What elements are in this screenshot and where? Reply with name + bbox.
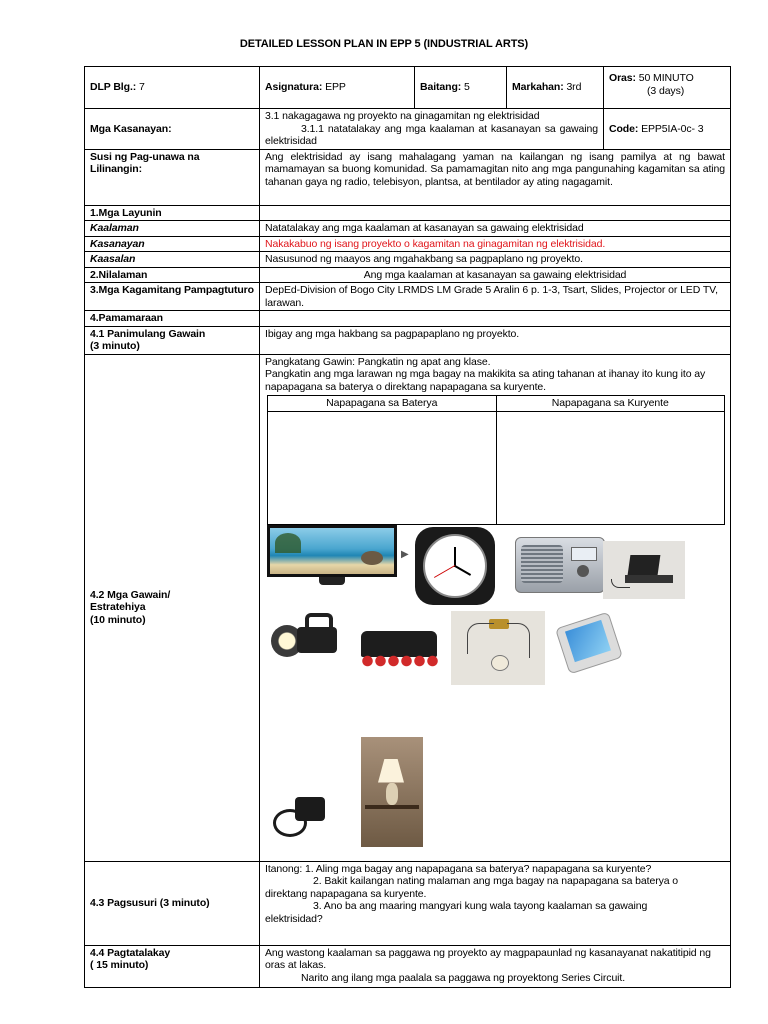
lesson-plan-table [84, 66, 731, 988]
kasanayan-obj-row [85, 236, 731, 252]
gawain-content [260, 354, 731, 861]
gawain-duration: (10 minuto) [90, 613, 146, 626]
dlp-value: 7 [136, 81, 145, 94]
electric-column-header: Napapagana sa Kuryente [496, 396, 725, 412]
susi-label: Susi ng Pag-unawa na Lilinangin: [85, 149, 260, 205]
gawain-row [85, 354, 731, 861]
kaalaman-label: Kaalaman [85, 221, 260, 237]
pagtatalakay-text [260, 945, 731, 987]
kaasalan-label: Kaasalan [85, 252, 260, 268]
kaalaman-row [85, 221, 731, 237]
panimulang-duration: (3 minuto) [90, 340, 140, 352]
appliance-pictures [265, 525, 725, 860]
document-title: DETAILED LESSON PLAN IN EPP 5 (INDUSTRIAL ARTS) [239, 38, 529, 50]
asignatura-cell [260, 67, 415, 109]
kasanayan-line2: 3.1.1 natatalakay ang mga kaalaman at kasanayan sa gawaing elektrisidad [265, 122, 598, 147]
oras-value: 50 MINUTO [635, 72, 694, 84]
electric-column-cell[interactable] [496, 411, 725, 524]
pagtatalakay-line1: Ang wastong kaalaman sa paggawa ng proyekto ay magpapaunlad ng kasanayanat nakatitipid ng oras at lakas. [265, 946, 711, 971]
pagsusuri-q3a: 3. Ano ba ang maaring mangyari kung wala tayong kaalaman sa gawaing [313, 900, 648, 912]
panimulang-label [85, 326, 260, 354]
kaasalan-row [85, 252, 731, 268]
pagsusuri-q2b: direktang napapagana sa kuryente. [265, 887, 427, 900]
baitang-label: Baitang: [420, 81, 462, 94]
panimulang-text: Ibigay ang mga hakbang sa pagpapaplano ng proyekto. [260, 326, 731, 354]
led-tv-image [267, 525, 397, 587]
susi-text: Ang elektrisidad ay isang mahalagang yaman na kailangan ng isang pamilya at ng bawat mamamayan sa buong komunidad. Sa pamamagitan nito ang mga pangunahing kagamitan sa ating tahanan gaya ng radio, telebisyon, plantsa, at bentilador ay ating nagagamit. [260, 149, 731, 205]
markahan-value: 3rd [563, 81, 582, 94]
gawain-line1: Pangkatang Gawin: Pangkatin ng apat ang klase. [265, 355, 491, 368]
nilalaman-label: 2.Nilalaman [85, 267, 260, 283]
gawain-label [85, 354, 260, 861]
panimulang-title: 4.1 Panimulang Gawain [90, 327, 206, 340]
battery-column-cell[interactable] [268, 411, 497, 524]
pagtatalakay-line2: Narito ang ilang mga paalala sa paggawa ng proyektong Series Circuit. [301, 971, 626, 984]
kasanayan-row [85, 109, 731, 150]
pagtatalakay-title: 4.4 Pagtatalakay [90, 946, 171, 959]
code-label: Code: [609, 122, 639, 135]
pamamaraan-empty [260, 311, 731, 327]
pamamaraan-label: 4.Pamamaraan [85, 311, 260, 327]
baitang-value: 5 [461, 81, 470, 94]
kasanayan-obj-text: Nakakabuo ng isang proyekto o kagamitan na ginagamitan ng elektrisidad. [260, 236, 731, 252]
asignatura-value: EPP [322, 81, 346, 94]
oras-cell [604, 67, 731, 109]
markahan-label: Markahan: [512, 81, 564, 94]
charger-image [269, 795, 333, 841]
layunin-empty [260, 205, 731, 221]
pagsusuri-label: 4.3 Pagsusuri (3 minuto) [85, 861, 260, 945]
kagamitan-row [85, 283, 731, 311]
kaasalan-text: Nasusunod ng maayos ang mgahakbang sa pagpaplano ng proyekto. [260, 252, 731, 268]
gawain-title2: Estratehiya [90, 601, 146, 614]
battery-column-header: Napapagana sa Baterya [268, 396, 497, 412]
pagsusuri-row [85, 861, 731, 945]
table-lamp-image [361, 737, 423, 847]
battery-circuit-image [451, 611, 545, 685]
flashlight-image [267, 613, 341, 673]
pagtatalakay-row [85, 945, 731, 987]
pagsusuri-text [260, 861, 731, 945]
radio-image [515, 533, 603, 591]
oras-days: (3 days) [647, 84, 685, 97]
arrow-icon: ▶ [401, 548, 409, 560]
header-row [85, 67, 731, 109]
nilalaman-text: Ang mga kaalaman at kasanayan sa gawaing elektrisidad [260, 267, 731, 283]
toy-train-image [357, 625, 443, 671]
nilalaman-row [85, 267, 731, 283]
gawain-title: 4.2 Mga Gawain/ [90, 588, 171, 601]
kasanayan-label: Mga Kasanayan: [85, 109, 260, 150]
code-cell [604, 109, 731, 150]
pagtatalakay-label [85, 945, 260, 987]
panimulang-row [85, 326, 731, 354]
kagamitan-label: 3.Mga Kagamitang Pampagtuturo [85, 283, 260, 311]
markahan-cell [507, 67, 604, 109]
pagsusuri-q2a: 2. Bakit kailangan nating malaman ang mga bagay na napapagana sa baterya o [313, 875, 679, 887]
dlp-cell [85, 67, 260, 109]
layunin-row [85, 205, 731, 221]
dlp-label: DLP Blg.: [90, 81, 137, 94]
pagtatalakay-duration: ( 15 minuto) [90, 959, 149, 971]
asignatura-label: Asignatura: [265, 81, 323, 94]
laptop-image [603, 541, 685, 599]
smartphone-image [557, 617, 621, 669]
layunin-label: 1.Mga Layunin [85, 205, 260, 221]
code-value: EPP5IA-0c- 3 [638, 122, 704, 135]
sorting-table [267, 395, 725, 525]
pagsusuri-q1: Itanong: 1. Aling mga bagay ang napapagana sa baterya? napapagana sa kuryente? [265, 862, 652, 875]
susi-row [85, 149, 731, 205]
kasanayan-obj-label: Kasanayan [85, 236, 260, 252]
oras-label: Oras: [609, 72, 636, 84]
kagamitan-text: DepEd-Division of Bogo City LRMDS LM Grade 5 Aralin 6 p. 1-3, Tsart, Slides, Projector or LED TV, larawan. [260, 283, 731, 311]
kasanayan-line1: 3.1 nakagagawa ng proyekto na ginagamitan ng elektrisidad [265, 110, 540, 122]
kasanayan-text [260, 109, 604, 150]
pamamaraan-row [85, 311, 731, 327]
baitang-cell [415, 67, 507, 109]
alarm-clock-image [415, 527, 495, 605]
kaalaman-text: Natatalakay ang mga kaalaman at kasanayan sa gawaing elektrisidad [260, 221, 731, 237]
pagsusuri-q3b: elektrisidad? [265, 912, 323, 925]
gawain-line2: Pangkatin ang mga larawan ng mga bagay na makikita sa ating tahanan at ihanay ito kung ito ay napapagana sa baterya o direktang napapagana sa kuryente. [265, 368, 706, 393]
